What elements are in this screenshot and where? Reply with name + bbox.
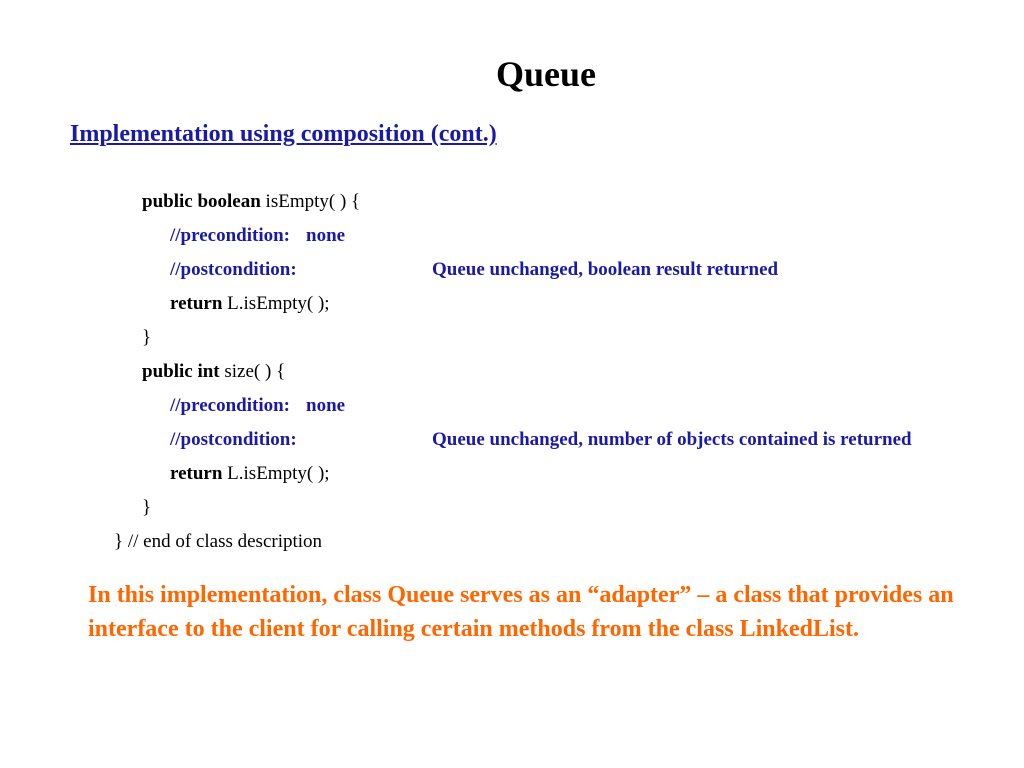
adapter-note: In this implementation, class Queue serves as an “adapter” – a class that provides an interface to the client for calling certain methods from the class LinkedList.: [88, 582, 954, 642]
size-signature-keywords: public int: [142, 361, 220, 382]
size-precondition-label: //precondition:: [170, 395, 290, 416]
isempty-return: [170, 291, 330, 317]
size-precondition: [170, 393, 345, 419]
isempty-precondition: [170, 223, 345, 249]
isempty-postcondition: [170, 257, 297, 283]
size-return-keyword: return: [170, 463, 223, 484]
isempty-return-keyword: return: [170, 293, 223, 314]
slide-title: Queue: [495, 54, 596, 94]
isempty-precondition-label: //precondition:: [170, 225, 290, 246]
size-signature-rest: size( ) {: [219, 361, 286, 382]
isempty-signature-rest: isEmpty( ) {: [260, 191, 361, 212]
size-return: [170, 461, 330, 487]
isempty-signature-keywords: public boolean: [142, 191, 261, 212]
isempty-precondition-value: none: [306, 225, 346, 246]
size-signature: [142, 359, 285, 385]
end-of-class: } // end of class description: [114, 531, 323, 552]
isempty-return-expr: L.isEmpty( );: [222, 293, 330, 314]
isempty-signature: [142, 189, 360, 215]
isempty-postcondition-label: //postcondition:: [170, 259, 297, 280]
size-close-brace: }: [142, 497, 152, 518]
size-postcondition: [170, 427, 297, 453]
size-return-expr: L.isEmpty( );: [222, 463, 330, 484]
size-postcondition-value: Queue unchanged, number of objects contained is returned: [432, 429, 912, 450]
isempty-postcondition-value: Queue unchanged, boolean result returned: [432, 259, 779, 280]
slide-subtitle: Implementation using composition (cont.): [70, 121, 497, 147]
isempty-close-brace: }: [142, 327, 152, 348]
size-postcondition-label: //postcondition:: [170, 429, 297, 450]
size-precondition-value: none: [306, 395, 346, 416]
